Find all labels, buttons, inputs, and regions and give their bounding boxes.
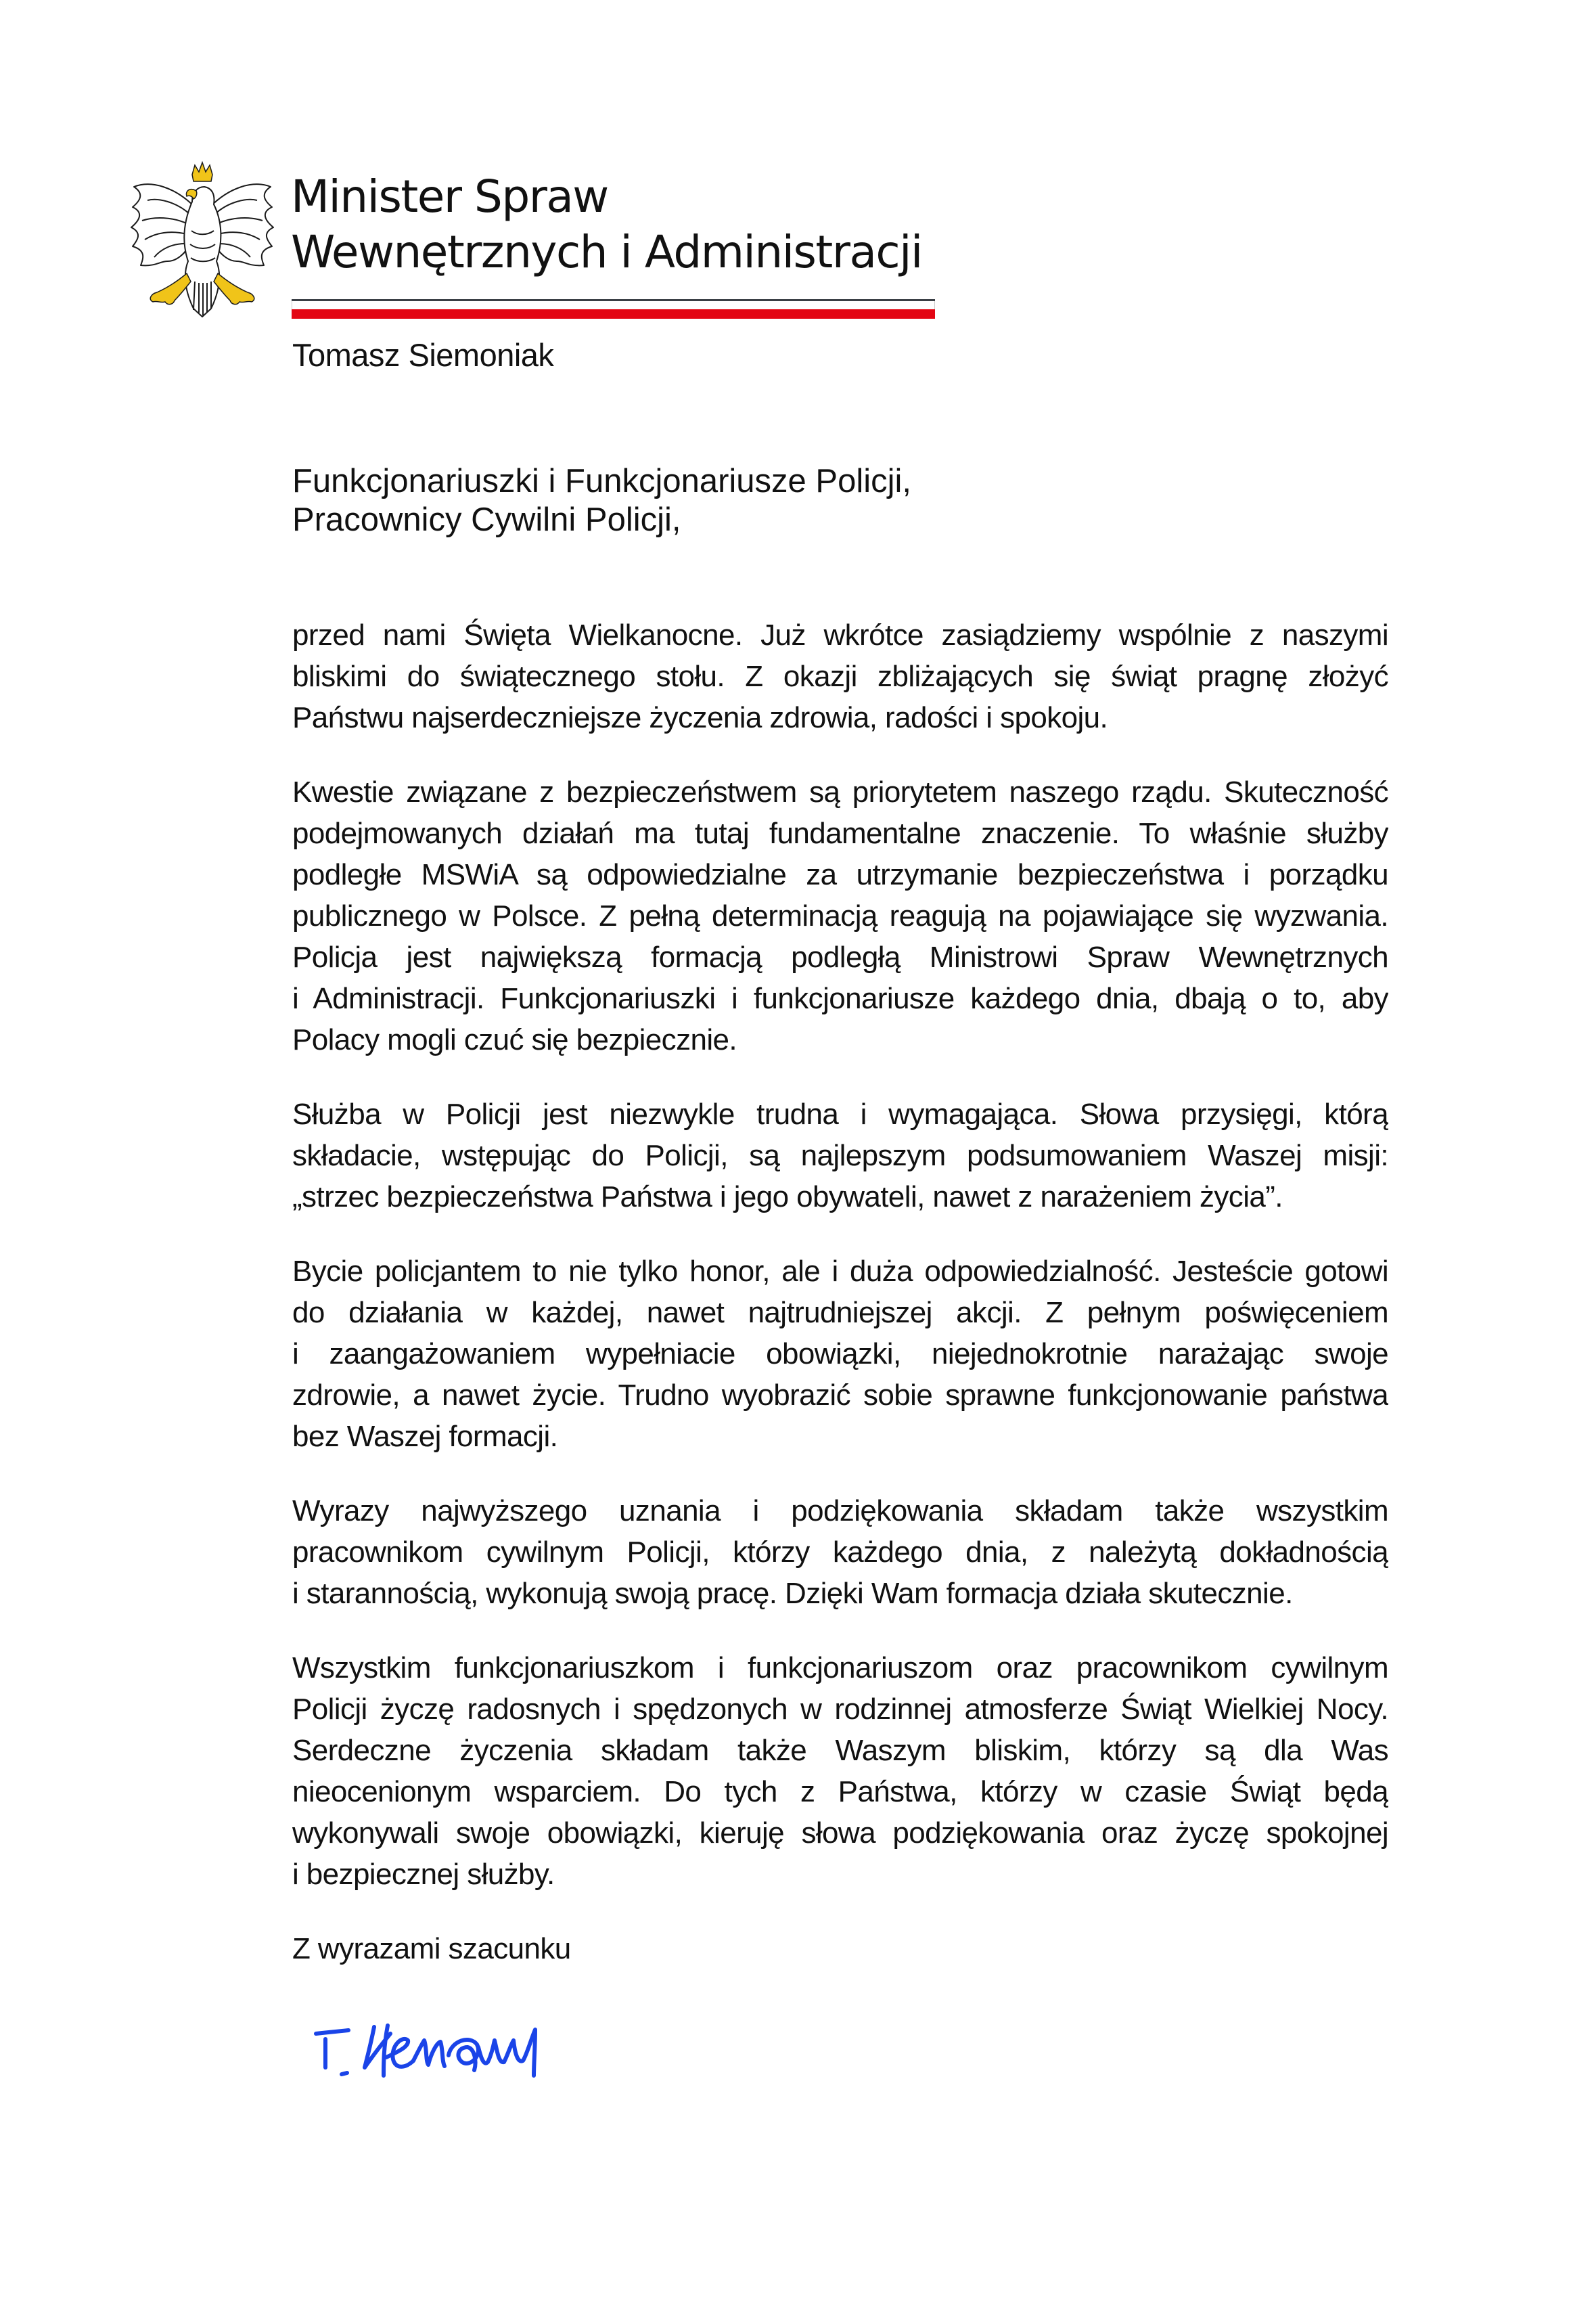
paragraph-line: Wyrazy najwyższego uznania i podziękowania składam także wszystkim xyxy=(292,1494,1388,1527)
paragraph-line: zdrowie, a nawet życie. Trudno wyobrazić sobie sprawne funkcjonowanie państwa xyxy=(292,1379,1388,1412)
paragraph xyxy=(292,772,1388,1060)
paragraph-line: Wszystkim funkcjonariuszkom i funkcjonariuszom oraz pracownikom cywilnym xyxy=(292,1651,1388,1684)
paragraph-line: nieocenionym wsparciem. Do tych z Państwa, którzy w czasie Świąt będą xyxy=(292,1775,1388,1808)
paragraph-line: Polacy mogli czuć się bezpiecznie. xyxy=(292,1023,737,1056)
paragraph-line: przed nami Święta Wielkanocne. Już wkrótce zasiądziemy wspólnie z naszymi xyxy=(292,619,1388,652)
salutation-line: Funkcjonariuszki i Funkcjonariusze Policji, xyxy=(292,463,912,499)
paragraph-line: i bezpiecznej służby. xyxy=(292,1858,555,1891)
flag-bar-white-stripe xyxy=(292,301,935,309)
letter-body xyxy=(292,614,1388,1969)
paragraph-line: podległe MSWiA są odpowiedzialne za utrzymanie bezpieczeństwa i porządku xyxy=(292,858,1388,891)
paragraph-line: Policja jest największą formacją podległą Ministrowi Spraw Wewnętrznych xyxy=(292,941,1388,974)
paragraph-line: Serdeczne życzenia składam także Waszym bliskim, którzy są dla Was xyxy=(292,1734,1388,1767)
paragraph-line: Służba w Policji jest niezwykle trudna i wymagająca. Słowa przysięgi, którą xyxy=(292,1098,1388,1131)
paragraph-line: bliskimi do świątecznego stołu. Z okazji zbliżających się świąt pragnę złożyć xyxy=(292,660,1388,693)
paragraph xyxy=(292,614,1388,738)
paragraph-line: i Administracji. Funkcjonariuszki i funkcjonariusze każdego dnia, dbają o to, aby xyxy=(292,982,1388,1015)
organization-title-line: Minister Spraw xyxy=(291,171,608,223)
paragraph-line: Kwestie związane z bezpieczeństwem są priorytetem naszego rządu. Skuteczność xyxy=(292,776,1388,809)
paragraph-line: bez Waszej formacji. xyxy=(292,1420,558,1453)
paragraph-line: Państwu najserdeczniejsze życzenia zdrowia, radości i spokoju. xyxy=(292,701,1108,734)
paragraph-line: pracownikom cywilnym Policji, którzy każdego dnia, z należytą dokładnością xyxy=(292,1536,1388,1569)
paragraph-line: Policji życzę radosnych i spędzonych w rodzinnej atmosferze Świąt Wielkiej Nocy. xyxy=(292,1693,1388,1726)
organization-title xyxy=(291,169,922,280)
minister-name: Tomasz Siemoniak xyxy=(292,337,554,373)
paragraph-line: podejmowanych działań ma tutaj fundamentalne znaczenie. To właśnie służby xyxy=(292,817,1388,850)
paragraph-line: wykonywali swoje obowiązki, kieruję słowa podziękowania oraz życzę spokojnej xyxy=(292,1816,1388,1850)
salutation-line: Pracownicy Cywilni Policji, xyxy=(292,501,681,538)
paragraph-line: „strzec bezpieczeństwa Państwa i jego obywateli, nawet z narażeniem życia”. xyxy=(292,1180,1283,1213)
handwritten-signature-icon xyxy=(308,2020,639,2095)
paragraph xyxy=(292,1490,1388,1614)
paragraph-line: i zaangażowaniem wypełniacie obowiązki, niejednokrotnie narażając swoje xyxy=(292,1337,1388,1370)
paragraph-line: i starannością, wykonują swoją pracę. Dzięki Wam formacja działa skutecznie. xyxy=(292,1577,1293,1610)
paragraph xyxy=(292,1094,1388,1217)
salutation xyxy=(292,462,911,539)
flag-bar-red-stripe xyxy=(292,309,935,319)
paragraph xyxy=(292,1251,1388,1457)
paragraph xyxy=(292,1647,1388,1895)
paragraph-line: do działania w każdej, nawet najtrudniejszej akcji. Z pełnym poświęceniem xyxy=(292,1296,1388,1329)
paragraph-line: Bycie policjantem to nie tylko honor, ale i duża odpowiedzialność. Jesteście gotowi xyxy=(292,1255,1388,1288)
white-eagle-emblem-icon xyxy=(127,160,277,319)
national-flag-bar xyxy=(292,299,935,319)
paragraph-line: publicznego w Polsce. Z pełną determinacją reagują na pojawiające się wyzwania. xyxy=(292,899,1388,933)
paragraph-line: składacie, wstępując do Policji, są najlepszym podsumowaniem Waszej misji: xyxy=(292,1139,1388,1172)
closing-phrase: Z wyrazami szacunku xyxy=(292,1932,571,1965)
organization-title-line: Wewnętrznych i Administracji xyxy=(291,226,922,278)
